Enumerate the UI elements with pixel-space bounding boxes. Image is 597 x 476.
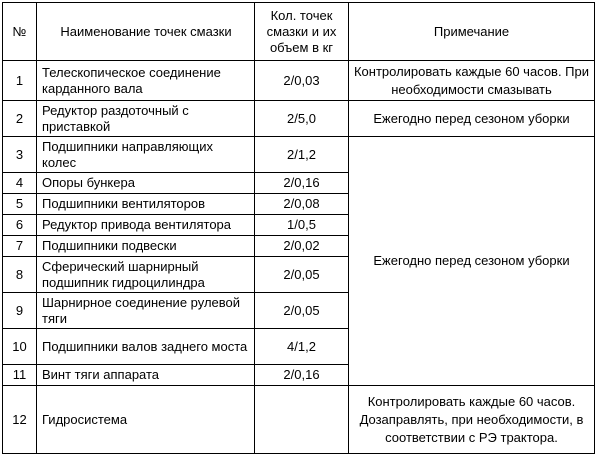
row-name: Сферический шарнирный подшипник гидроцилиндра <box>37 257 255 293</box>
row-qty: 1/0,5 <box>255 215 349 236</box>
table-header-row <box>3 3 595 61</box>
row-num: 8 <box>3 257 37 293</box>
row-name: Телескопическое соединение карданного вала <box>37 61 255 101</box>
row-name: Шарнирное соединение рулевой тяги <box>37 293 255 329</box>
row-qty: 2/0,08 <box>255 194 349 215</box>
row-num: 9 <box>3 293 37 329</box>
row-num: 4 <box>3 173 37 194</box>
row-name: Подшипники валов заднего моста <box>37 329 255 365</box>
row-name: Редуктор привода вентилятора <box>37 215 255 236</box>
row-num: 12 <box>3 386 37 454</box>
row-note-text: Контролировать каждые 60 часов. При необходимости смазывать <box>353 63 590 97</box>
row-qty: 2/5,0 <box>255 101 349 137</box>
row-qty: 2/0,05 <box>255 257 349 293</box>
row-note-text: Контролировать каждые 60 часов. Дозаправлять, при необходимости, в соответствии с РЭ трактора. <box>359 393 584 445</box>
row-qty: 2/0,16 <box>255 365 349 386</box>
row-name: Подшипники подвески <box>37 236 255 257</box>
table-row <box>3 101 595 137</box>
row-note <box>349 386 595 454</box>
row-qty: 2/0,02 <box>255 236 349 257</box>
row-note-merged: Ежегодно перед сезоном уборки <box>349 137 595 386</box>
row-num: 1 <box>3 61 37 101</box>
table-row <box>3 61 595 101</box>
row-qty: 2/1,2 <box>255 137 349 173</box>
row-name: Редуктор раздоточный с приставкой <box>37 101 255 137</box>
header-note: Примечание <box>349 3 595 61</box>
row-num: 6 <box>3 215 37 236</box>
row-qty: 2/0,05 <box>255 293 349 329</box>
row-name: Гидросистема <box>37 386 255 454</box>
row-qty <box>255 386 349 454</box>
row-num: 5 <box>3 194 37 215</box>
header-num: № <box>3 3 37 61</box>
row-qty: 4/1,2 <box>255 329 349 365</box>
lubrication-table <box>2 2 595 454</box>
row-num: 7 <box>3 236 37 257</box>
row-num: 2 <box>3 101 37 137</box>
row-name: Подшипники направляющих колес <box>37 137 255 173</box>
row-qty: 2/0,16 <box>255 173 349 194</box>
row-note: Ежегодно перед сезоном уборки <box>349 101 595 137</box>
row-name: Подшипники вентиляторов <box>37 194 255 215</box>
row-num: 10 <box>3 329 37 365</box>
row-name: Винт тяги аппарата <box>37 365 255 386</box>
table-row <box>3 137 595 173</box>
header-name: Наименование точек смазки <box>37 3 255 61</box>
row-note <box>349 61 595 101</box>
header-qty: Кол. точек смазки и их объем в кг <box>255 3 349 61</box>
table-row <box>3 386 595 454</box>
row-name: Опоры бункера <box>37 173 255 194</box>
row-qty: 2/0,03 <box>255 61 349 101</box>
row-num: 11 <box>3 365 37 386</box>
row-num: 3 <box>3 137 37 173</box>
